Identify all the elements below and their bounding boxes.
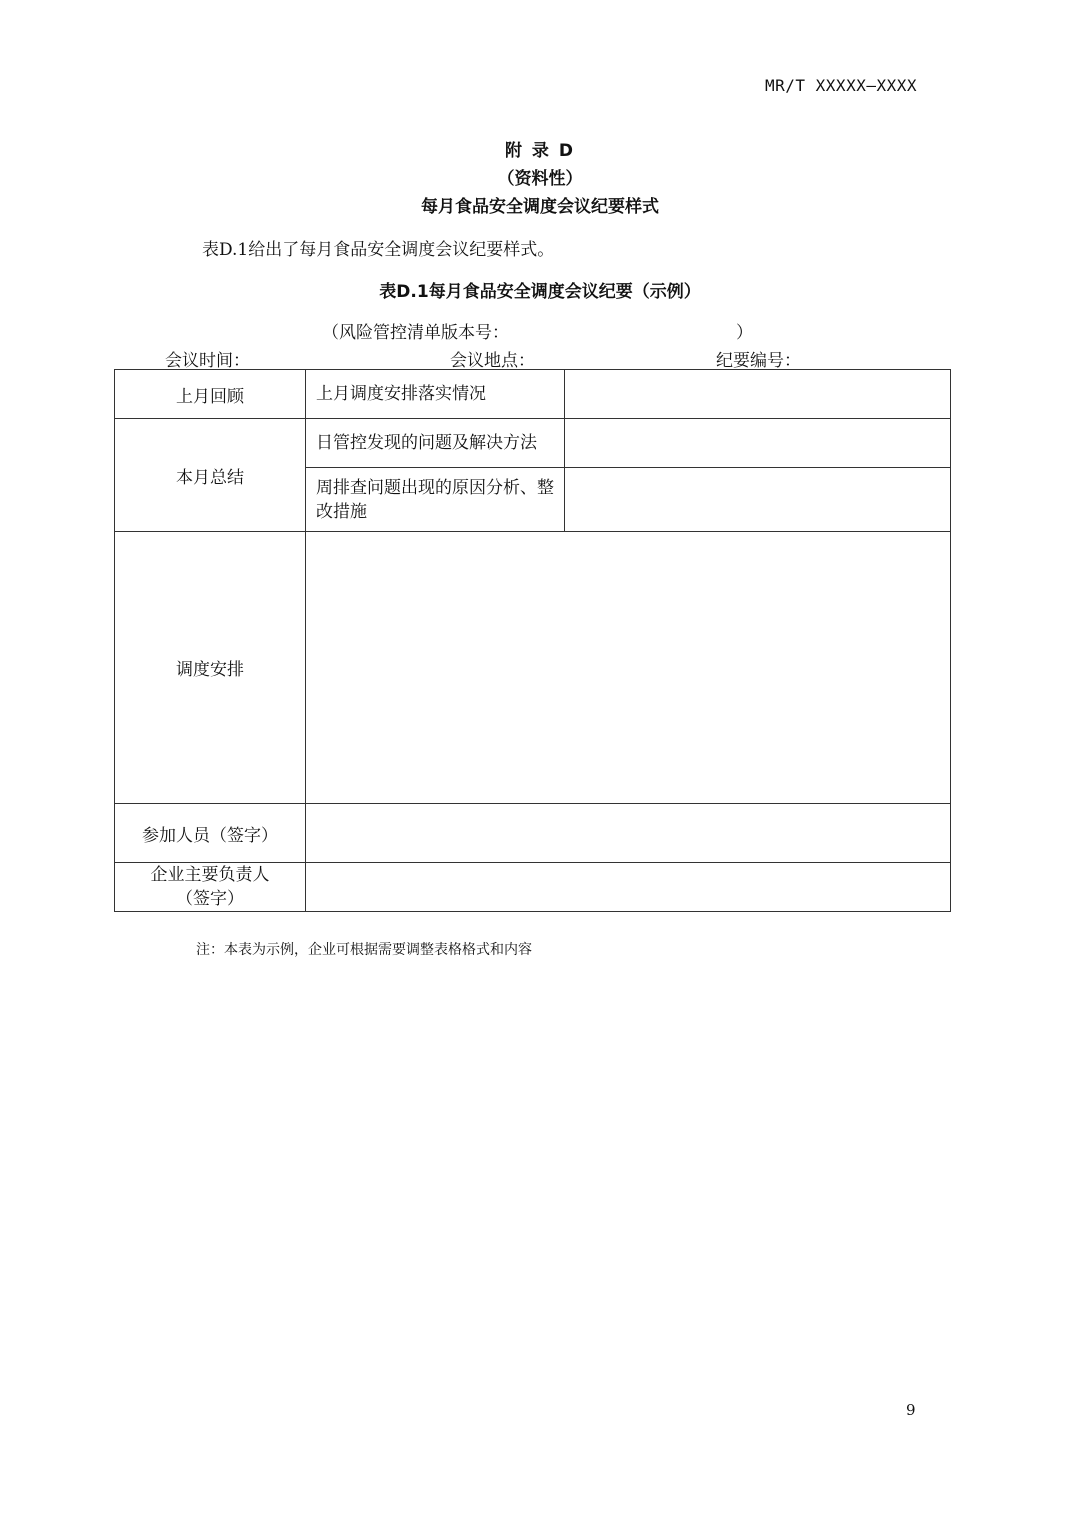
leader-label-line1: 企业主要负责人 xyxy=(150,865,270,885)
document-code: MR/T XXXXX—XXXX xyxy=(765,76,917,95)
table-row xyxy=(115,370,951,419)
schedule-label: 调度安排 xyxy=(115,532,306,804)
leader-label xyxy=(115,863,306,912)
table-row xyxy=(115,863,951,912)
summary-daily-value-cell xyxy=(565,419,951,468)
appendix-type: （资料性） xyxy=(497,169,583,189)
last-month-item: 上月调度安排落实情况 xyxy=(306,370,565,419)
minutes-number-label: 纪要编号： xyxy=(716,351,801,371)
version-number-label: （风险管控清单版本号： xyxy=(322,323,509,343)
last-month-value-cell xyxy=(565,370,951,419)
summary-item-weekly: 周排查问题出现的原因分析、整改措施 xyxy=(306,468,565,532)
summary-weekly-value-cell xyxy=(565,468,951,532)
appendix-title: 附 录 D xyxy=(505,141,575,161)
appendix-name: 每月食品安全调度会议纪要样式 xyxy=(421,197,659,217)
summary-item-daily: 日管控发现的问题及解决方法 xyxy=(306,419,565,468)
schedule-value-cell xyxy=(306,532,951,804)
version-number-close: ） xyxy=(736,323,753,343)
participants-value-cell xyxy=(306,804,951,863)
table-row xyxy=(115,419,951,468)
leader-label-line2: （签字） xyxy=(176,889,244,909)
table-note: 注：本表为示例，企业可根据需要调整表格格式和内容 xyxy=(196,942,532,958)
minutes-table xyxy=(114,369,951,912)
meeting-place-label: 会议地点： xyxy=(450,351,535,371)
leader-value-cell xyxy=(306,863,951,912)
summary-label: 本月总结 xyxy=(115,419,306,532)
page-number: 9 xyxy=(906,1401,916,1419)
table-row xyxy=(115,804,951,863)
meeting-time-label: 会议时间： xyxy=(165,351,250,371)
table-caption: 表D.1每月食品安全调度会议纪要（示例） xyxy=(379,282,701,302)
intro-paragraph: 表D.1给出了每月食品安全调度会议纪要样式。 xyxy=(202,240,555,260)
participants-label: 参加人员（签字） xyxy=(115,804,306,863)
table-row xyxy=(115,532,951,804)
last-month-label: 上月回顾 xyxy=(115,370,306,419)
